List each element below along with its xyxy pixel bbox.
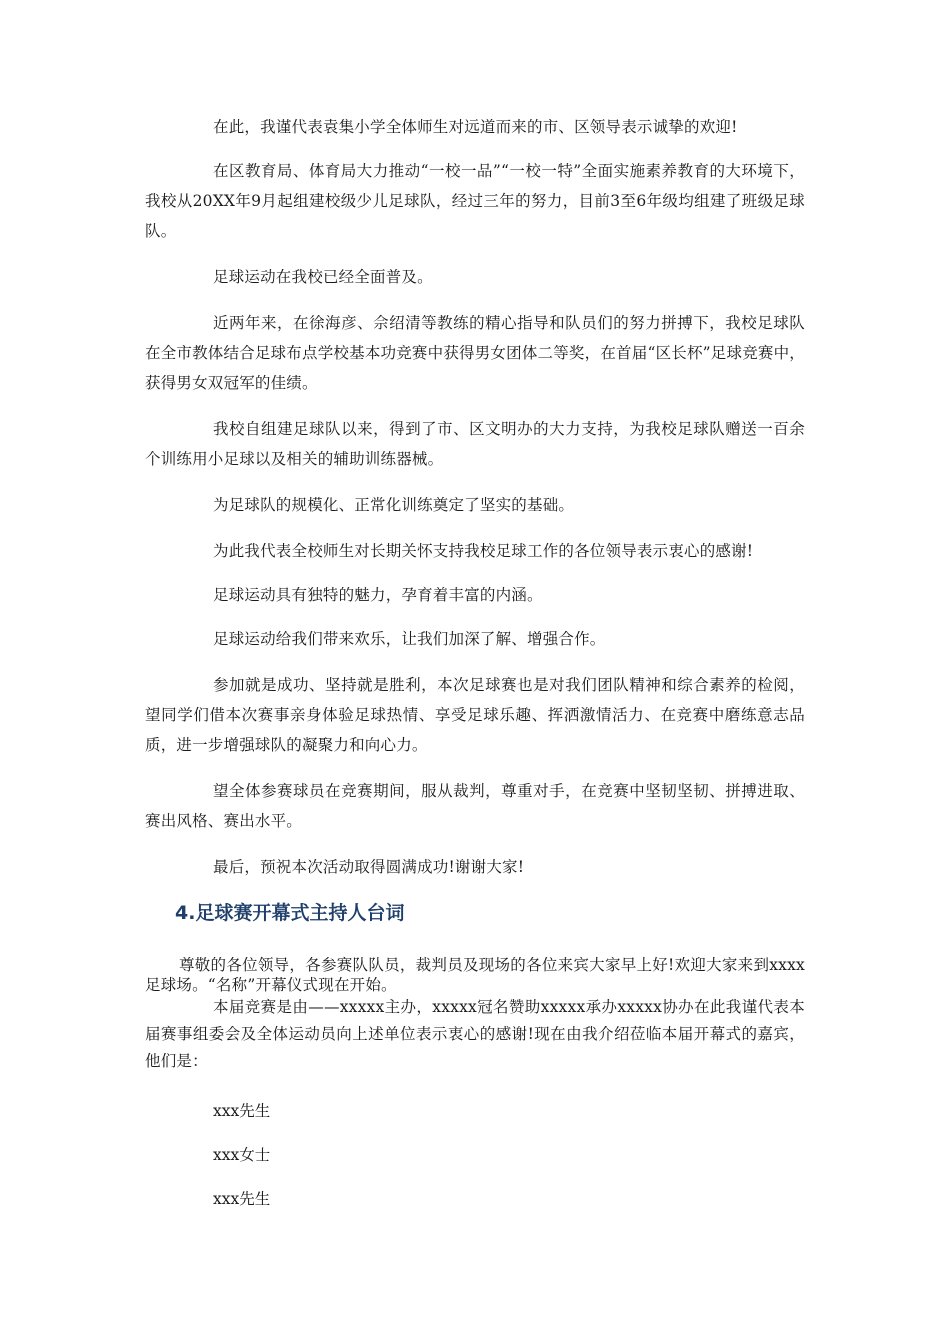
paragraph-support: 我校自组建足球队以来，得到了市、区文明办的大力支持，为我校足球队赠送一百余个训练用小足球以及相关的辅助训练器械。 [145,420,805,468]
paragraph-background: 在区教育局、体育局大力推动“一校一品”“一校一特”全面实施素养教育的大环境下，我校从20XX年9月起组建校级少儿足球队，经过三年的努力，目前3至6年级均组建了班级足球队。 [145,162,805,240]
paragraph-popularized: 足球运动在我校已经全面普及。 [213,268,433,286]
paragraph-charm: 足球运动具有独特的魅力，孕育着丰富的内涵。 [213,586,543,604]
paragraph-host-sponsors: 本届竞赛是由——xxxxx主办，xxxxx冠名赞助xxxxx承办xxxxx协办在此我谨代表本届赛事组委会及全体运动员向上述单位表示衷心的感谢!现在由我介绍莅临本届开幕式的嘉宾，他们是： [145,998,805,1070]
paragraph-joy: 足球运动给我们带来欢乐，让我们加深了解、增强合作。 [213,630,606,648]
paragraph-thanks: 为此我代表全校师生对长期关怀支持我校足球工作的各位领导表示衷心的感谢! [213,542,754,560]
guest-item-3: xxx先生 [213,1190,271,1208]
paragraph-host-intro: 尊敬的各位领导，各参赛队队员，裁判员及现场的各位来宾大家早上好!欢迎大家来到xxxx足球场。“名称”开幕仪式现在开始。 [145,956,805,994]
paragraph-participation: 参加就是成功、坚持就是胜利，本次足球赛也是对我们团队精神和综合素养的检阅，望同学们借本次赛事亲身体验足球热情、享受足球乐趣、挥洒激情活力、在竞赛中磨练意志品质，进一步增强球队的凝聚力和向心力。 [145,676,805,754]
guest-item-2: xxx女士 [213,1146,271,1164]
guest-item-1: xxx先生 [213,1102,271,1120]
paragraph-closing: 最后，预祝本次活动取得圆满成功!谢谢大家! [213,858,525,876]
section-heading: 4.足球赛开幕式主持人台词 [175,902,405,924]
paragraph-foundation: 为足球队的规模化、正常化训练奠定了坚实的基础。 [213,496,575,514]
paragraph-achievements: 近两年来，在徐海彦、佘绍清等教练的精心指导和队员们的努力拼搏下，我校足球队在全市教体结合足球布点学校基本功竞赛中获得男女团体二等奖，在首届“区长杯”足球竞赛中，获得男女双冠军的佳绩。 [145,314,805,392]
paragraph-welcome: 在此，我谨代表袁集小学全体师生对远道而来的市、区领导表示诚挚的欢迎! [213,118,738,136]
paragraph-players: 望全体参赛球员在竞赛期间，服从裁判，尊重对手，在竞赛中坚韧坚韧、拼搏进取、赛出风格、赛出水平。 [145,782,805,830]
